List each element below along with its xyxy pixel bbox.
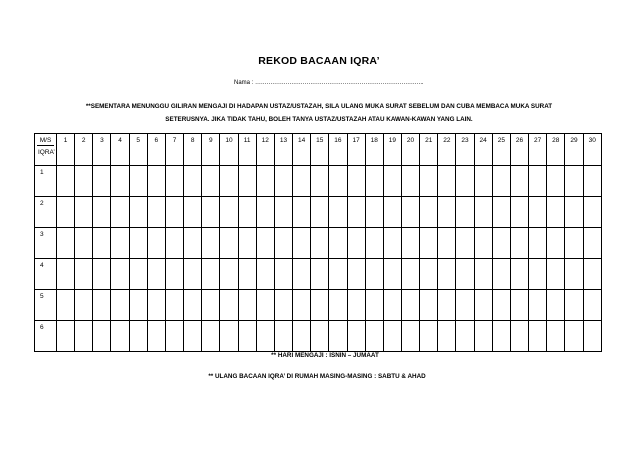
record-cell[interactable]: [165, 259, 183, 290]
corner-ms-label: M/S: [37, 137, 55, 146]
column-header: 14: [293, 134, 311, 166]
record-cell[interactable]: [583, 228, 601, 259]
record-cell[interactable]: [529, 290, 547, 321]
record-cell[interactable]: [529, 197, 547, 228]
record-cell[interactable]: [75, 166, 93, 197]
record-cell[interactable]: [75, 259, 93, 290]
record-cell[interactable]: [383, 290, 401, 321]
record-cell[interactable]: [492, 166, 510, 197]
record-table: [34, 133, 602, 352]
record-cell[interactable]: [220, 166, 238, 197]
record-cell[interactable]: [129, 197, 147, 228]
record-cell[interactable]: [311, 197, 329, 228]
record-cell[interactable]: [293, 259, 311, 290]
record-cell[interactable]: [510, 321, 528, 352]
record-cell[interactable]: [474, 166, 492, 197]
record-cell[interactable]: [456, 228, 474, 259]
record-cell[interactable]: [401, 321, 419, 352]
record-cell[interactable]: [184, 259, 202, 290]
record-cell[interactable]: [57, 290, 75, 321]
column-header: 17: [347, 134, 365, 166]
record-cell[interactable]: [57, 197, 75, 228]
name-field[interactable]: [234, 80, 423, 86]
record-cell[interactable]: [75, 321, 93, 352]
column-header: 4: [111, 134, 129, 166]
record-cell[interactable]: [347, 228, 365, 259]
record-cell[interactable]: [347, 290, 365, 321]
record-cell[interactable]: [383, 166, 401, 197]
record-cell[interactable]: [111, 228, 129, 259]
record-cell[interactable]: [184, 166, 202, 197]
record-cell[interactable]: [347, 321, 365, 352]
record-cell[interactable]: [529, 166, 547, 197]
record-cell[interactable]: [165, 228, 183, 259]
footer-days-text: ** HARI MENGAJI : ISNIN – JUMAAT: [271, 352, 379, 359]
record-cell[interactable]: [583, 166, 601, 197]
record-cell[interactable]: [547, 321, 565, 352]
record-cell[interactable]: [565, 197, 583, 228]
record-cell[interactable]: [565, 166, 583, 197]
record-cell[interactable]: [347, 166, 365, 197]
column-header: 21: [420, 134, 438, 166]
record-cell[interactable]: [456, 290, 474, 321]
record-cell[interactable]: [420, 290, 438, 321]
record-cell[interactable]: [474, 228, 492, 259]
record-cell[interactable]: [401, 259, 419, 290]
record-cell[interactable]: [147, 166, 165, 197]
record-cell[interactable]: [238, 166, 256, 197]
record-cell[interactable]: [474, 290, 492, 321]
record-cell[interactable]: [365, 321, 383, 352]
record-cell[interactable]: [129, 166, 147, 197]
record-cell[interactable]: [365, 166, 383, 197]
record-cell[interactable]: [220, 197, 238, 228]
column-header: 22: [438, 134, 456, 166]
record-cell[interactable]: [147, 321, 165, 352]
table-row: [35, 259, 602, 290]
column-header: 9: [202, 134, 220, 166]
record-cell[interactable]: [365, 197, 383, 228]
record-cell[interactable]: [420, 166, 438, 197]
record-cell[interactable]: [456, 197, 474, 228]
record-cell[interactable]: [583, 321, 601, 352]
record-cell[interactable]: [293, 321, 311, 352]
footer-home-text: ** ULANG BACAAN IQRA’ DI RUMAH MASING-MASING : SABTU & AHAD: [208, 373, 426, 380]
column-header: 7: [165, 134, 183, 166]
record-cell[interactable]: [256, 259, 274, 290]
record-cell[interactable]: [492, 259, 510, 290]
record-cell[interactable]: [329, 197, 347, 228]
record-cell[interactable]: [111, 321, 129, 352]
instruction-line-1: **SEMENTARA MENUNGGU GILIRAN MENGAJI DI HADAPAN USTAZ/USTAZAH, SILA ULANG MUKA SURAT SEBELUM DAN CUBA MEMBACA MUKA SURAT: [85, 103, 553, 110]
record-cell[interactable]: [274, 259, 292, 290]
record-cell[interactable]: [365, 228, 383, 259]
record-cell[interactable]: [184, 197, 202, 228]
record-cell[interactable]: [492, 290, 510, 321]
row-label: 2: [35, 197, 57, 228]
record-cell[interactable]: [401, 290, 419, 321]
table-row: [35, 228, 602, 259]
record-cell[interactable]: [583, 290, 601, 321]
record-cell[interactable]: [583, 259, 601, 290]
record-cell[interactable]: [401, 197, 419, 228]
record-cell[interactable]: [456, 166, 474, 197]
record-cell[interactable]: [93, 259, 111, 290]
record-cell[interactable]: [293, 166, 311, 197]
column-header: 16: [329, 134, 347, 166]
record-cell[interactable]: [256, 166, 274, 197]
column-header: 27: [529, 134, 547, 166]
record-cell[interactable]: [311, 321, 329, 352]
record-cell[interactable]: [547, 290, 565, 321]
column-header: 24: [474, 134, 492, 166]
record-cell[interactable]: [329, 228, 347, 259]
record-cell[interactable]: [57, 321, 75, 352]
column-header: 23: [456, 134, 474, 166]
page-title: REKOD BACAAN IQRA’: [258, 55, 380, 67]
record-cell[interactable]: [529, 321, 547, 352]
instruction-line-2: SETERUSNYA. JIKA TIDAK TAHU, BOLEH TANYA USTAZ/USTAZAH ATAU KAWAN-KAWAN YANG LAIN.: [165, 116, 473, 123]
record-cell[interactable]: [565, 259, 583, 290]
record-cell[interactable]: [547, 166, 565, 197]
record-cell[interactable]: [456, 321, 474, 352]
record-cell[interactable]: [202, 259, 220, 290]
record-cell[interactable]: [438, 228, 456, 259]
corner-iqra-label: IQRA’: [38, 149, 55, 156]
column-header: 29: [565, 134, 583, 166]
name-label: Nama :: [234, 80, 254, 86]
record-cell[interactable]: [238, 290, 256, 321]
corner-header: [35, 134, 57, 166]
record-cell[interactable]: [329, 166, 347, 197]
record-cell[interactable]: [311, 166, 329, 197]
record-cell[interactable]: [420, 197, 438, 228]
name-blank[interactable]: ……………………………………………………………………………..: [255, 80, 424, 86]
record-cell[interactable]: [365, 290, 383, 321]
record-cell[interactable]: [565, 290, 583, 321]
record-cell[interactable]: [438, 166, 456, 197]
record-cell[interactable]: [547, 259, 565, 290]
record-cell[interactable]: [202, 166, 220, 197]
record-cell[interactable]: [438, 197, 456, 228]
column-header: 11: [238, 134, 256, 166]
record-cell[interactable]: [184, 290, 202, 321]
record-cell[interactable]: [420, 321, 438, 352]
record-cell[interactable]: [456, 259, 474, 290]
record-cell[interactable]: [220, 259, 238, 290]
record-cell[interactable]: [202, 228, 220, 259]
record-cell[interactable]: [510, 259, 528, 290]
record-cell[interactable]: [274, 290, 292, 321]
record-cell[interactable]: [383, 197, 401, 228]
column-header: 12: [256, 134, 274, 166]
table-row: [35, 166, 602, 197]
record-cell[interactable]: [547, 228, 565, 259]
record-cell[interactable]: [293, 290, 311, 321]
record-cell[interactable]: [93, 290, 111, 321]
record-cell[interactable]: [529, 228, 547, 259]
record-cell[interactable]: [474, 259, 492, 290]
record-cell[interactable]: [147, 228, 165, 259]
record-cell[interactable]: [220, 290, 238, 321]
record-cell[interactable]: [57, 166, 75, 197]
column-header: 28: [547, 134, 565, 166]
column-header: 8: [184, 134, 202, 166]
record-cell[interactable]: [293, 197, 311, 228]
record-cell[interactable]: [111, 259, 129, 290]
record-cell[interactable]: [329, 290, 347, 321]
record-cell[interactable]: [274, 228, 292, 259]
record-cell[interactable]: [438, 321, 456, 352]
record-cell[interactable]: [129, 290, 147, 321]
record-cell[interactable]: [202, 197, 220, 228]
record-cell[interactable]: [510, 197, 528, 228]
column-header: 15: [311, 134, 329, 166]
record-cell[interactable]: [401, 166, 419, 197]
row-label: 4: [35, 259, 57, 290]
table-body: [35, 166, 602, 352]
record-cell[interactable]: [510, 228, 528, 259]
record-cell[interactable]: [93, 228, 111, 259]
column-header: 3: [93, 134, 111, 166]
record-cell[interactable]: [492, 321, 510, 352]
column-header: 1: [57, 134, 75, 166]
record-cell[interactable]: [438, 290, 456, 321]
record-cell[interactable]: [347, 197, 365, 228]
record-cell[interactable]: [293, 228, 311, 259]
record-cell[interactable]: [147, 197, 165, 228]
column-header: 18: [365, 134, 383, 166]
record-cell[interactable]: [165, 166, 183, 197]
record-cell[interactable]: [474, 321, 492, 352]
record-cell[interactable]: [93, 321, 111, 352]
record-cell[interactable]: [383, 321, 401, 352]
record-cell[interactable]: [165, 321, 183, 352]
column-header: 26: [510, 134, 528, 166]
record-cell[interactable]: [184, 321, 202, 352]
footer-home-note: [0, 373, 638, 380]
record-cell[interactable]: [274, 197, 292, 228]
record-cell[interactable]: [510, 166, 528, 197]
column-header: 6: [147, 134, 165, 166]
record-cell[interactable]: [311, 290, 329, 321]
record-cell[interactable]: [75, 228, 93, 259]
footer-days-note: [0, 352, 638, 359]
record-cell[interactable]: [311, 228, 329, 259]
table-row: [35, 290, 602, 321]
column-header: 10: [220, 134, 238, 166]
record-cell[interactable]: [256, 290, 274, 321]
record-cell[interactable]: [510, 290, 528, 321]
record-cell[interactable]: [111, 166, 129, 197]
record-cell[interactable]: [256, 321, 274, 352]
record-cell[interactable]: [202, 321, 220, 352]
instruction-note: [30, 100, 608, 126]
record-cell[interactable]: [420, 259, 438, 290]
record-cell[interactable]: [165, 197, 183, 228]
record-cell[interactable]: [401, 228, 419, 259]
column-header: 19: [383, 134, 401, 166]
record-cell[interactable]: [565, 228, 583, 259]
record-cell[interactable]: [365, 259, 383, 290]
column-header: 20: [401, 134, 419, 166]
record-cell[interactable]: [274, 166, 292, 197]
record-cell[interactable]: [57, 259, 75, 290]
record-cell[interactable]: [93, 166, 111, 197]
table-row: [35, 321, 602, 352]
record-cell[interactable]: [383, 228, 401, 259]
record-cell[interactable]: [256, 228, 274, 259]
record-cell[interactable]: [220, 321, 238, 352]
record-cell[interactable]: [329, 321, 347, 352]
record-cell[interactable]: [57, 228, 75, 259]
record-cell[interactable]: [111, 197, 129, 228]
record-cell[interactable]: [274, 321, 292, 352]
record-cell[interactable]: [129, 259, 147, 290]
table-row: [35, 197, 602, 228]
column-header: 2: [75, 134, 93, 166]
row-label: 6: [35, 321, 57, 352]
record-cell[interactable]: [220, 228, 238, 259]
record-cell[interactable]: [311, 259, 329, 290]
record-cell[interactable]: [529, 259, 547, 290]
record-cell[interactable]: [492, 228, 510, 259]
table-header-row: [35, 134, 602, 166]
record-cell[interactable]: [165, 290, 183, 321]
record-cell[interactable]: [238, 259, 256, 290]
record-cell[interactable]: [147, 259, 165, 290]
column-header: 13: [274, 134, 292, 166]
record-cell[interactable]: [75, 197, 93, 228]
record-cell[interactable]: [111, 290, 129, 321]
record-cell[interactable]: [383, 259, 401, 290]
record-cell[interactable]: [147, 290, 165, 321]
record-cell[interactable]: [238, 228, 256, 259]
record-cell[interactable]: [347, 259, 365, 290]
record-cell[interactable]: [420, 228, 438, 259]
column-header: 25: [492, 134, 510, 166]
column-header: 30: [583, 134, 601, 166]
column-header: 5: [129, 134, 147, 166]
record-cell[interactable]: [75, 290, 93, 321]
record-cell[interactable]: [238, 197, 256, 228]
record-cell[interactable]: [492, 197, 510, 228]
record-cell[interactable]: [438, 259, 456, 290]
record-cell[interactable]: [202, 290, 220, 321]
row-label: 1: [35, 166, 57, 197]
record-cell[interactable]: [256, 197, 274, 228]
row-label: 3: [35, 228, 57, 259]
record-cell[interactable]: [93, 197, 111, 228]
row-label: 5: [35, 290, 57, 321]
record-cell[interactable]: [565, 321, 583, 352]
record-cell[interactable]: [129, 321, 147, 352]
record-cell[interactable]: [129, 228, 147, 259]
record-cell[interactable]: [329, 259, 347, 290]
record-cell[interactable]: [583, 197, 601, 228]
record-cell[interactable]: [184, 228, 202, 259]
record-cell[interactable]: [238, 321, 256, 352]
record-cell[interactable]: [547, 197, 565, 228]
record-cell[interactable]: [474, 197, 492, 228]
